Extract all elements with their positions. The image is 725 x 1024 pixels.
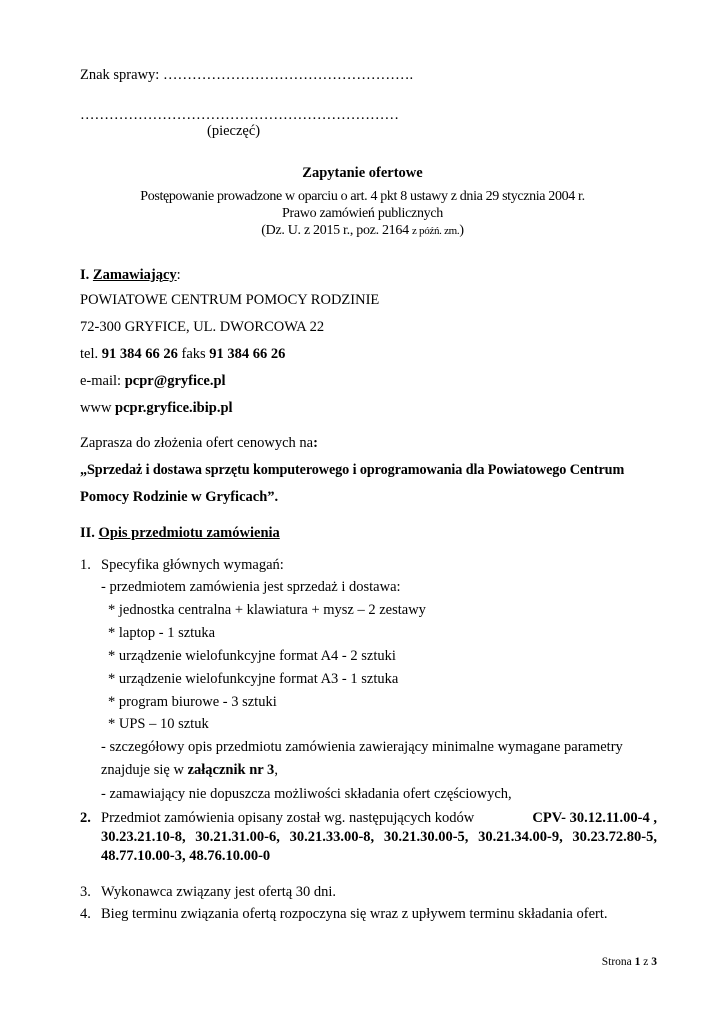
item-3-text: Wykonawca związany jest ofertą 30 dni. xyxy=(101,884,337,900)
invitation-colon: : xyxy=(313,435,318,451)
item-3-number: 3. xyxy=(80,884,91,900)
www-label: www xyxy=(80,400,112,416)
equipment-item: * program biurowe - 3 sztuki xyxy=(108,694,277,710)
item-1-spec-line1: - szczegółowy opis przedmiotu zamówienia zawierający minimalne wymagane parametry xyxy=(101,739,623,755)
section-2-heading xyxy=(80,524,280,542)
item-1-spec-line2 xyxy=(101,761,278,779)
journal-reference: (Dz. U. z 2015 r., poz. 2164 xyxy=(261,223,409,238)
equipment-item: * urządzenie wielofunkcyjne format A3 - 1 sztuka xyxy=(108,671,399,687)
spec-location-text: znajduje się w xyxy=(101,762,184,778)
equipment-item: * UPS – 10 sztuk xyxy=(108,716,209,732)
item-4-number: 4. xyxy=(80,906,91,922)
section-1-title: Zamawiający xyxy=(92,267,177,283)
item-1-number: 1. xyxy=(80,557,91,573)
attachment-reference: załącznik nr 3 xyxy=(187,762,275,778)
section-1-number: I. xyxy=(80,267,90,283)
org-address: 72-300 GRYFICE, UL. DWORCOWA 22 xyxy=(80,319,325,335)
contact-phone-line xyxy=(80,345,285,363)
contact-email-line xyxy=(80,372,226,390)
document-title: Zapytanie ofertowe xyxy=(302,165,423,181)
legal-basis-line3 xyxy=(0,222,725,240)
page-label: Strona xyxy=(601,956,632,968)
section-1-colon: : xyxy=(176,267,181,283)
stamp-label: (pieczęć) xyxy=(207,123,261,139)
item-1-title: Specyfika głównych wymagań: xyxy=(101,557,284,573)
item-4-text: Bieg terminu związania ofertą rozpoczyna się wraz z upływem terminu składania ofert. xyxy=(101,906,608,922)
journal-amendments: z późń. zm. xyxy=(411,225,460,237)
www-address: pcpr.gryfice.ibip.pl xyxy=(115,400,233,416)
page-separator: z xyxy=(643,956,649,968)
cpv-code-first: CPV- 30.12.11.00-4 , xyxy=(532,810,657,826)
journal-close: ) xyxy=(459,223,464,238)
email-address: pcpr@gryfice.pl xyxy=(124,373,226,389)
page-current: 1 xyxy=(634,956,641,968)
phone-label: tel. xyxy=(80,346,99,362)
cpv-intro: Przedmiot zamówienia opisany został wg. następujących kodów xyxy=(101,810,475,826)
item-2-line1 xyxy=(101,809,657,827)
equipment-item: * jednostka centralna + klawiatura + mysz – 2 zestawy xyxy=(108,602,426,618)
cpv-codes-line3: 48.77.10.00-3, 48.76.10.00-0 xyxy=(101,848,271,864)
phone-number: 91 384 66 26 xyxy=(101,346,178,362)
case-number-label: Znak sprawy: xyxy=(80,67,160,83)
page-total: 3 xyxy=(651,956,657,968)
contact-www-line xyxy=(80,399,233,417)
fax-label: faks xyxy=(181,346,206,362)
subject-line2: Pomocy Rodzinie w Gryficach”. xyxy=(80,489,279,505)
invitation-text: Zaprasza do złożenia ofert cenowych na xyxy=(80,435,314,451)
equipment-item: * laptop - 1 sztuka xyxy=(108,625,216,641)
stamp-dots: ………………………………………………………… xyxy=(80,107,399,123)
invitation-line xyxy=(80,434,318,452)
equipment-item: * urządzenie wielofunkcyjne format A4 - 2 sztuki xyxy=(108,648,396,664)
case-number-dots: ……………………………………………. xyxy=(162,67,414,83)
section-2-title: Opis przedmiotu zamówienia xyxy=(98,525,280,541)
fax-number: 91 384 66 26 xyxy=(209,346,286,362)
case-number-line xyxy=(80,66,413,84)
section-2-number: II. xyxy=(80,525,95,541)
legal-basis-line2: Prawo zamówień publicznych xyxy=(282,206,443,221)
section-1-heading xyxy=(80,266,181,284)
spec-comma: , xyxy=(274,762,278,778)
item-2-number: 2. xyxy=(80,810,91,826)
legal-basis-line1: Postępowanie prowadzone w oparciu o art. 4 pkt 8 ustawy z dnia 29 stycznia 2004 r. xyxy=(140,189,585,204)
item-1-subject: - przedmiotem zamówienia jest sprzedaż i dostawa: xyxy=(101,579,401,595)
subject-line1: „Sprzedaż i dostawa sprzętu komputerowego i oprogramowania dla Powiatowego Centrum xyxy=(80,462,625,478)
cpv-codes-line2: 30.23.21.10-8, 30.21.31.00-6, 30.21.33.00-8, 30.21.30.00-5, 30.21.34.00-9, 30.23.72.80-5, xyxy=(101,829,657,845)
item-1-partial-offers: - zamawiający nie dopuszcza możliwości składania ofert częściowych, xyxy=(101,786,512,802)
org-name: POWIATOWE CENTRUM POMOCY RODZINIE xyxy=(80,292,380,308)
page-number xyxy=(602,953,657,971)
email-label: e-mail: xyxy=(80,373,122,389)
